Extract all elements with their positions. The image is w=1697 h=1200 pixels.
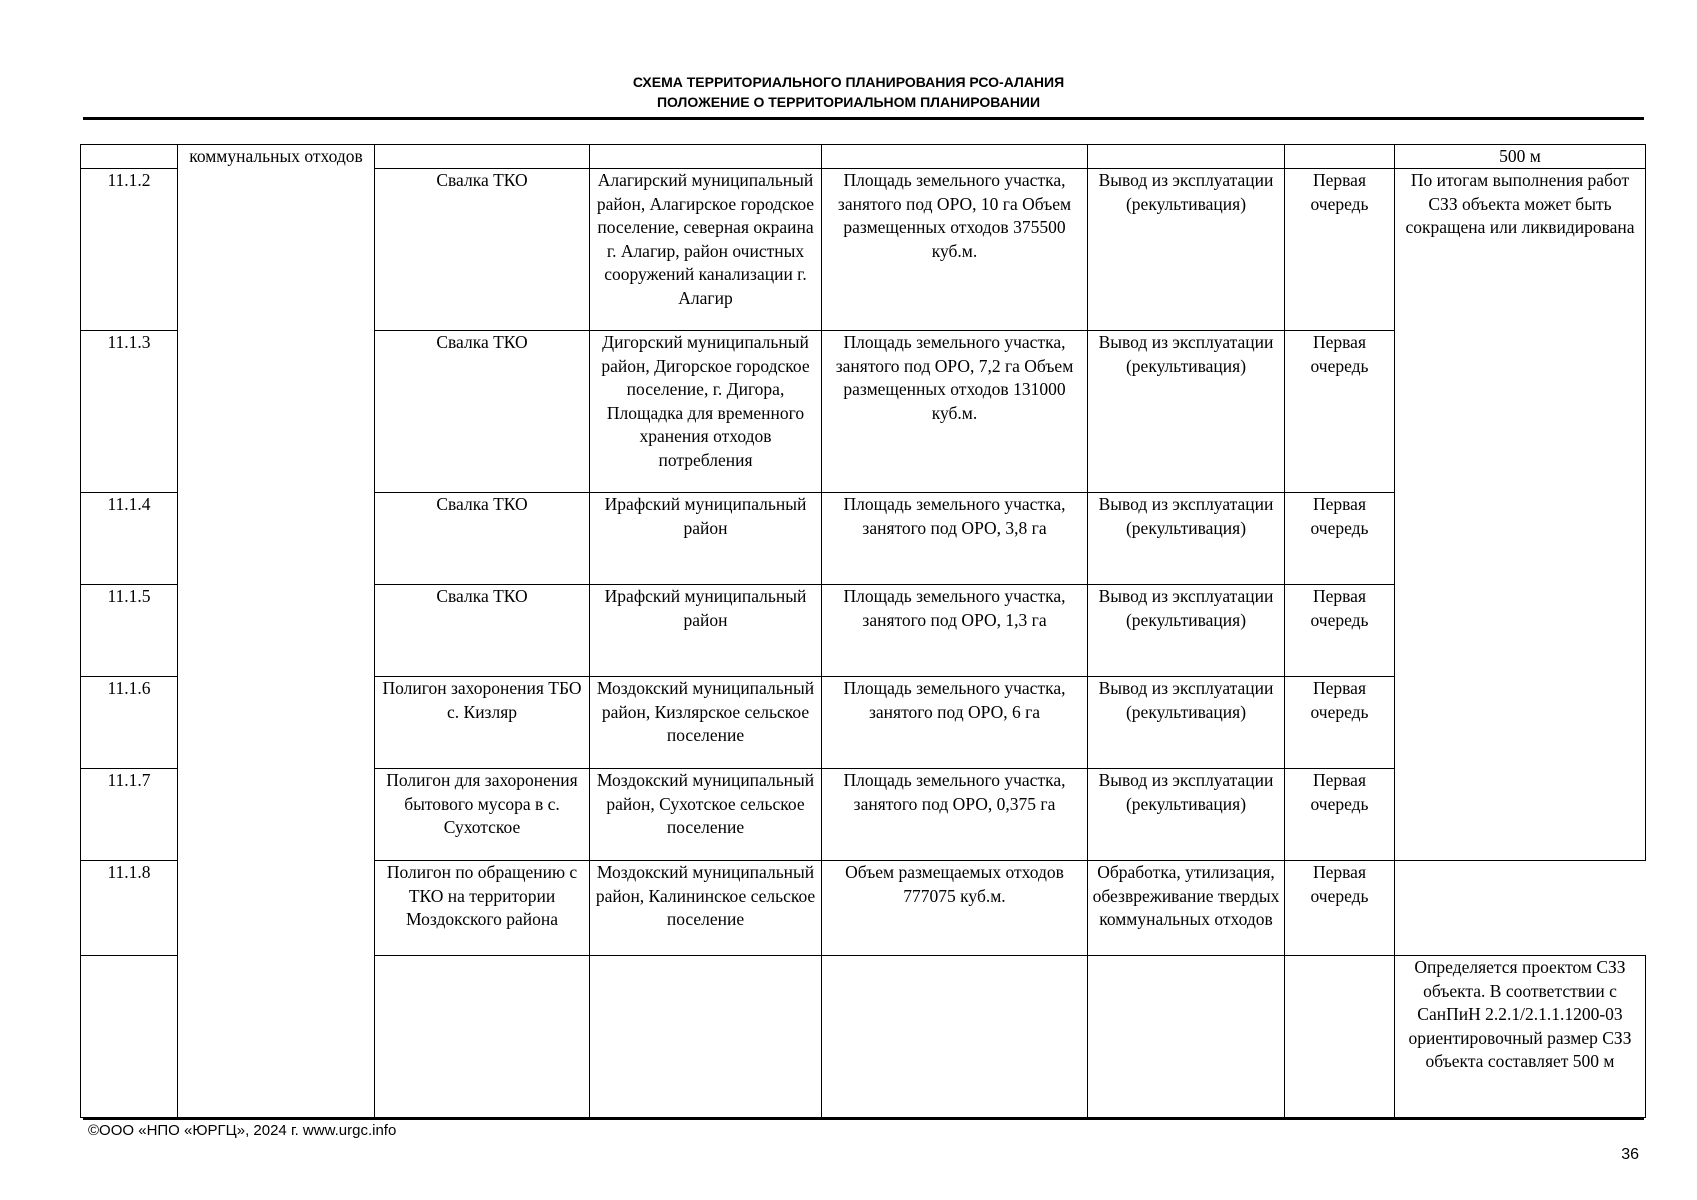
cell-name (375, 956, 590, 1118)
cell-stage: Первая очередь (1285, 331, 1395, 493)
cell-purpose: Вывод из эксплуатации (рекультивация) (1088, 493, 1285, 585)
cell-szz: Определяется проектом СЗЗ объекта. В соответствии с СанПиН 2.2.1/2.1.1.1200-03 ориентировочный размер СЗЗ объекта составляет 500 м (1395, 956, 1646, 1118)
cell-name: Свалка ТКО (375, 331, 590, 493)
cell-characteristics: Площадь земельного участка, занятого под ОРО, 1,3 га (822, 585, 1088, 677)
cell-purpose: Вывод из эксплуатации (рекультивация) (1088, 677, 1285, 769)
cell-num (81, 145, 178, 169)
cell-location: Моздокский муниципальный район, Сухотское сельское поселение (590, 769, 822, 861)
footer-copyright (88, 1122, 396, 1139)
cell-num: 11.1.3 (81, 331, 178, 493)
document-header (0, 72, 1697, 112)
cell-purpose (1088, 956, 1285, 1118)
waste-facilities-table (80, 144, 1646, 1118)
cell-location: Моздокский муниципальный район, Калининское сельское поселение (590, 861, 822, 956)
cell-stage: Первая очередь (1285, 861, 1395, 956)
cell-name: Полигон для захоронения бытового мусора в с. Сухотское (375, 769, 590, 861)
cell-characteristics: Площадь земельного участка, занятого под ОРО, 10 га Объем размещенных отходов 375500 куб.м. (822, 169, 1088, 331)
cell-characteristics: Объем размещаемых отходов 777075 куб.м. (822, 861, 1088, 956)
header-title-line-2: ПОЛОЖЕНИЕ О ТЕРРИТОРИАЛЬНОМ ПЛАНИРОВАНИИ (656, 94, 1041, 110)
cell-name: Свалка ТКО (375, 493, 590, 585)
cell-stage: Первая очередь (1285, 169, 1395, 331)
cell-num: 11.1.2 (81, 169, 178, 331)
cell-purpose: Вывод из эксплуатации (рекультивация) (1088, 169, 1285, 331)
cell-characteristics: Площадь земельного участка, занятого под ОРО, 0,375 га (822, 769, 1088, 861)
cell-num: 11.1.8 (81, 861, 178, 956)
cell-characteristics (822, 145, 1088, 169)
cell-purpose: Обработка, утилизация, обезвреживание твердых коммунальных отходов (1088, 861, 1285, 956)
cell-szz-merged: По итогам выполнения работ СЗЗ объекта может быть сокращена или ликвидирована (1395, 169, 1646, 861)
cell-szz: 500 м (1395, 145, 1646, 169)
cell-num: 11.1.7 (81, 769, 178, 861)
cell-stage: Первая очередь (1285, 677, 1395, 769)
cell-purpose: Вывод из эксплуатации (рекультивация) (1088, 331, 1285, 493)
header-title-line-1: СХЕМА ТЕРРИТОРИАЛЬНОГО ПЛАНИРОВАНИЯ РСО-АЛАНИЯ (632, 74, 1065, 90)
cell-characteristics (822, 956, 1088, 1118)
cell-location: Алагирский муниципальный район, Алагирское городское поселение, северная окраина г. Алагир, район очистных сооружений канализации г. Алагир (590, 169, 822, 331)
table-row-continued (81, 145, 1646, 169)
cell-stage: Первая очередь (1285, 493, 1395, 585)
cell-name: Полигон по обращению с ТКО на территории Моздокского района (375, 861, 590, 956)
cell-num: 11.1.6 (81, 677, 178, 769)
cell-location (590, 145, 822, 169)
page-number: 36 (1621, 1146, 1639, 1163)
cell-name (375, 145, 590, 169)
cell-location: Дигорский муниципальный район, Дигорское городское поселение, г. Дигора, Площадка для временного хранения отходов потребления (590, 331, 822, 493)
cell-stage (1285, 956, 1395, 1118)
copyright-text: ©ООО «НПО «ЮРГЦ», 2024 г. www.urgc.info (88, 1122, 397, 1139)
cell-characteristics: Площадь земельного участка, занятого под ОРО, 7,2 га Объем размещенных отходов 131000 куб.м. (822, 331, 1088, 493)
cell-category: коммунальных отходов (178, 145, 375, 1118)
cell-name: Свалка ТКО (375, 585, 590, 677)
cell-purpose (1088, 145, 1285, 169)
cell-location: Моздокский муниципальный район, Кизлярское сельское поселение (590, 677, 822, 769)
header-rule (83, 117, 1644, 120)
cell-characteristics: Площадь земельного участка, занятого под ОРО, 6 га (822, 677, 1088, 769)
cell-num: 11.1.4 (81, 493, 178, 585)
cell-name: Полигон захоронения ТБО с. Кизляр (375, 677, 590, 769)
cell-characteristics: Площадь земельного участка, занятого под ОРО, 3,8 га (822, 493, 1088, 585)
cell-location: Ирафский муниципальный район (590, 493, 822, 585)
cell-name: Свалка ТКО (375, 169, 590, 331)
cell-stage (1285, 145, 1395, 169)
cell-stage: Первая очередь (1285, 769, 1395, 861)
cell-location: Ирафский муниципальный район (590, 585, 822, 677)
cell-purpose: Вывод из эксплуатации (рекультивация) (1088, 769, 1285, 861)
cell-purpose: Вывод из эксплуатации (рекультивация) (1088, 585, 1285, 677)
cell-location (590, 956, 822, 1118)
cell-stage: Первая очередь (1285, 585, 1395, 677)
cell-num (81, 956, 178, 1118)
footer-rule (83, 1117, 1644, 1120)
cell-num: 11.1.5 (81, 585, 178, 677)
